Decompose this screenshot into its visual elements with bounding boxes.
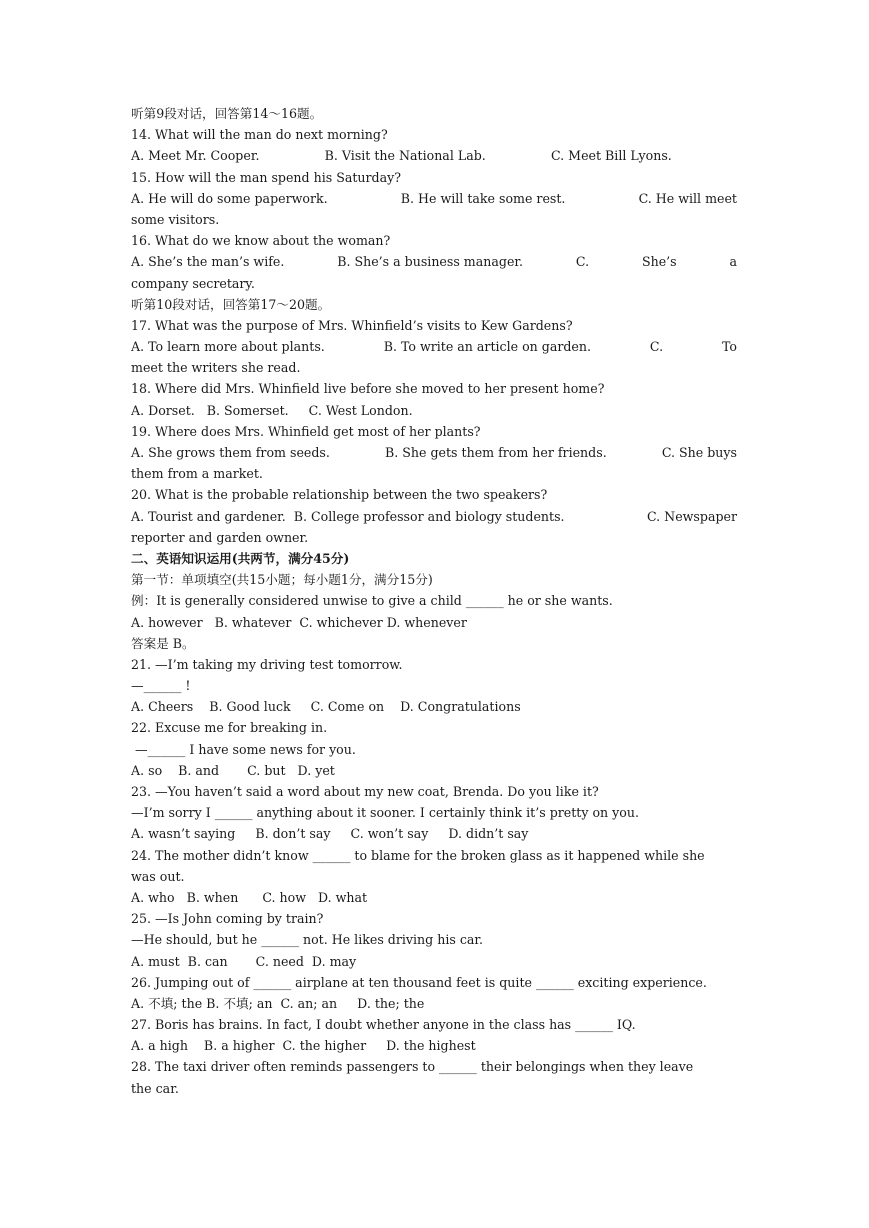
text-segment: C. He will meet — [638, 190, 737, 206]
text-segment: a — [729, 254, 737, 270]
text-segment: A. To learn more about plants. — [131, 339, 325, 355]
text-segment: B. She’s a business manager. — [337, 254, 524, 270]
text-line: them from a market. — [131, 466, 263, 482]
text-segment: B. She gets them from her friends. — [385, 445, 607, 460]
text-line: A. 不填; the B. 不填; an C. an; an D. the; the — [131, 995, 425, 1011]
text-line: A. a high B. a higher C. the higher D. the highest — [131, 1038, 476, 1054]
text-line — [131, 506, 737, 527]
text-segment: C. — [575, 254, 590, 270]
text-segment: A. He will do some paperwork. — [131, 190, 328, 206]
text-segment: C. — [649, 339, 664, 355]
text-line: A. Cheers B. Good luck C. Come on D. Congratulations — [131, 699, 521, 715]
text-segment: C. Newspaper — [646, 508, 737, 524]
text-segment: A. Meet Mr. Cooper. — [131, 148, 260, 164]
text-line: —I’m sorry I ______ anything about it sooner. I certainly think it’s pretty on you. — [131, 805, 639, 821]
text-segment: A. Tourist and gardener. B. College professor and biology students. — [131, 508, 565, 524]
text-segment: To — [721, 339, 737, 355]
text-line: 18. Where did Mrs. Whinfield live before she moved to her present home? — [131, 381, 605, 397]
text-line: A. however B. whatever C. whichever D. whenever — [131, 614, 467, 630]
text-line: 25. —Is John coming by train? — [131, 911, 324, 927]
text-line: A. must B. can C. need D. may — [131, 953, 357, 969]
text-line: —______ ! — [131, 678, 191, 694]
text-line: —He should, but he ______ not. He likes driving his car. — [131, 932, 484, 948]
text-line: 二、英语知识运用(共两节，满分45分) — [131, 550, 350, 566]
text-line: A. who B. when C. how D. what — [131, 889, 368, 905]
text-segment: A. She grows them from seeds. — [131, 445, 330, 460]
text-line: 例：It is generally considered unwise to give a child ______ he or she wants. — [131, 593, 613, 609]
text-line: reporter and garden owner. — [131, 529, 309, 545]
text-line: 听第9段对话，回答第14～16题。 — [131, 106, 323, 121]
text-line: was out. — [131, 868, 185, 884]
text-segment: She’s — [641, 254, 677, 270]
text-line: 17. What was the purpose of Mrs. Whinfield’s visits to Kew Gardens? — [131, 317, 573, 333]
text-segment: B. To write an article on garden. — [383, 339, 591, 355]
text-segment: A. She’s the man’s wife. — [131, 254, 285, 270]
text-line: 15. How will the man spend his Saturday? — [131, 169, 401, 185]
text-line — [131, 336, 737, 357]
text-line: company secretary. — [131, 275, 255, 291]
text-line: 20. What is the probable relationship between the two speakers? — [131, 487, 548, 503]
text-line: A. Dorset. B. Somerset. C. West London. — [131, 402, 413, 418]
text-line: 答案是 B。 — [131, 635, 195, 651]
text-line: 27. Boris has brains. In fact, I doubt whether anyone in the class has ______ IQ. — [131, 1017, 636, 1033]
text-segment: B. He will take some rest. — [400, 190, 566, 206]
text-line: 26. Jumping out of ______ airplane at ten thousand feet is quite ______ exciting experience. — [131, 974, 707, 990]
text-line — [131, 188, 737, 209]
text-line: some visitors. — [131, 211, 220, 227]
text-segment: B. Visit the National Lab. — [324, 148, 486, 164]
text-line: 23. —You haven’t said a word about my new coat, Brenda. Do you like it? — [131, 784, 599, 799]
text-line: meet the writers she read. — [131, 360, 301, 376]
text-line: 19. Where does Mrs. Whinfield get most of her plants? — [131, 423, 481, 439]
text-line — [131, 442, 737, 463]
text-line: 24. The mother didn’t know ______ to blame for the broken glass as it happened while she — [131, 847, 705, 863]
text-line: the car. — [131, 1080, 179, 1096]
text-line: A. wasn’t saying B. don’t say C. won’t say D. didn’t say — [131, 826, 529, 842]
text-line — [131, 145, 737, 166]
text-line: 21. —I’m taking my driving test tomorrow. — [131, 656, 403, 672]
text-line: 第一节：单项填空(共15小题；每小题1分，满分15分) — [131, 572, 433, 588]
text-segment: C. She buys — [661, 445, 737, 460]
text-line: A. so B. and C. but D. yet — [131, 762, 335, 778]
text-line: 14. What will the man do next morning? — [131, 127, 388, 143]
text-segment: 28. The taxi driver often reminds passengers to ______ their belongings when they leave — [131, 1059, 694, 1075]
text-line: —______ I have some news for you. — [131, 741, 356, 757]
text-line — [131, 251, 737, 272]
document-body — [131, 103, 737, 1099]
text-line — [131, 1056, 737, 1077]
text-line: 16. What do we know about the woman? — [131, 233, 391, 249]
text-segment: C. Meet Bill Lyons. — [550, 148, 672, 164]
text-line: 22. Excuse me for breaking in. — [131, 720, 328, 736]
text-line: 听第10段对话，回答第17～20题。 — [131, 296, 331, 312]
